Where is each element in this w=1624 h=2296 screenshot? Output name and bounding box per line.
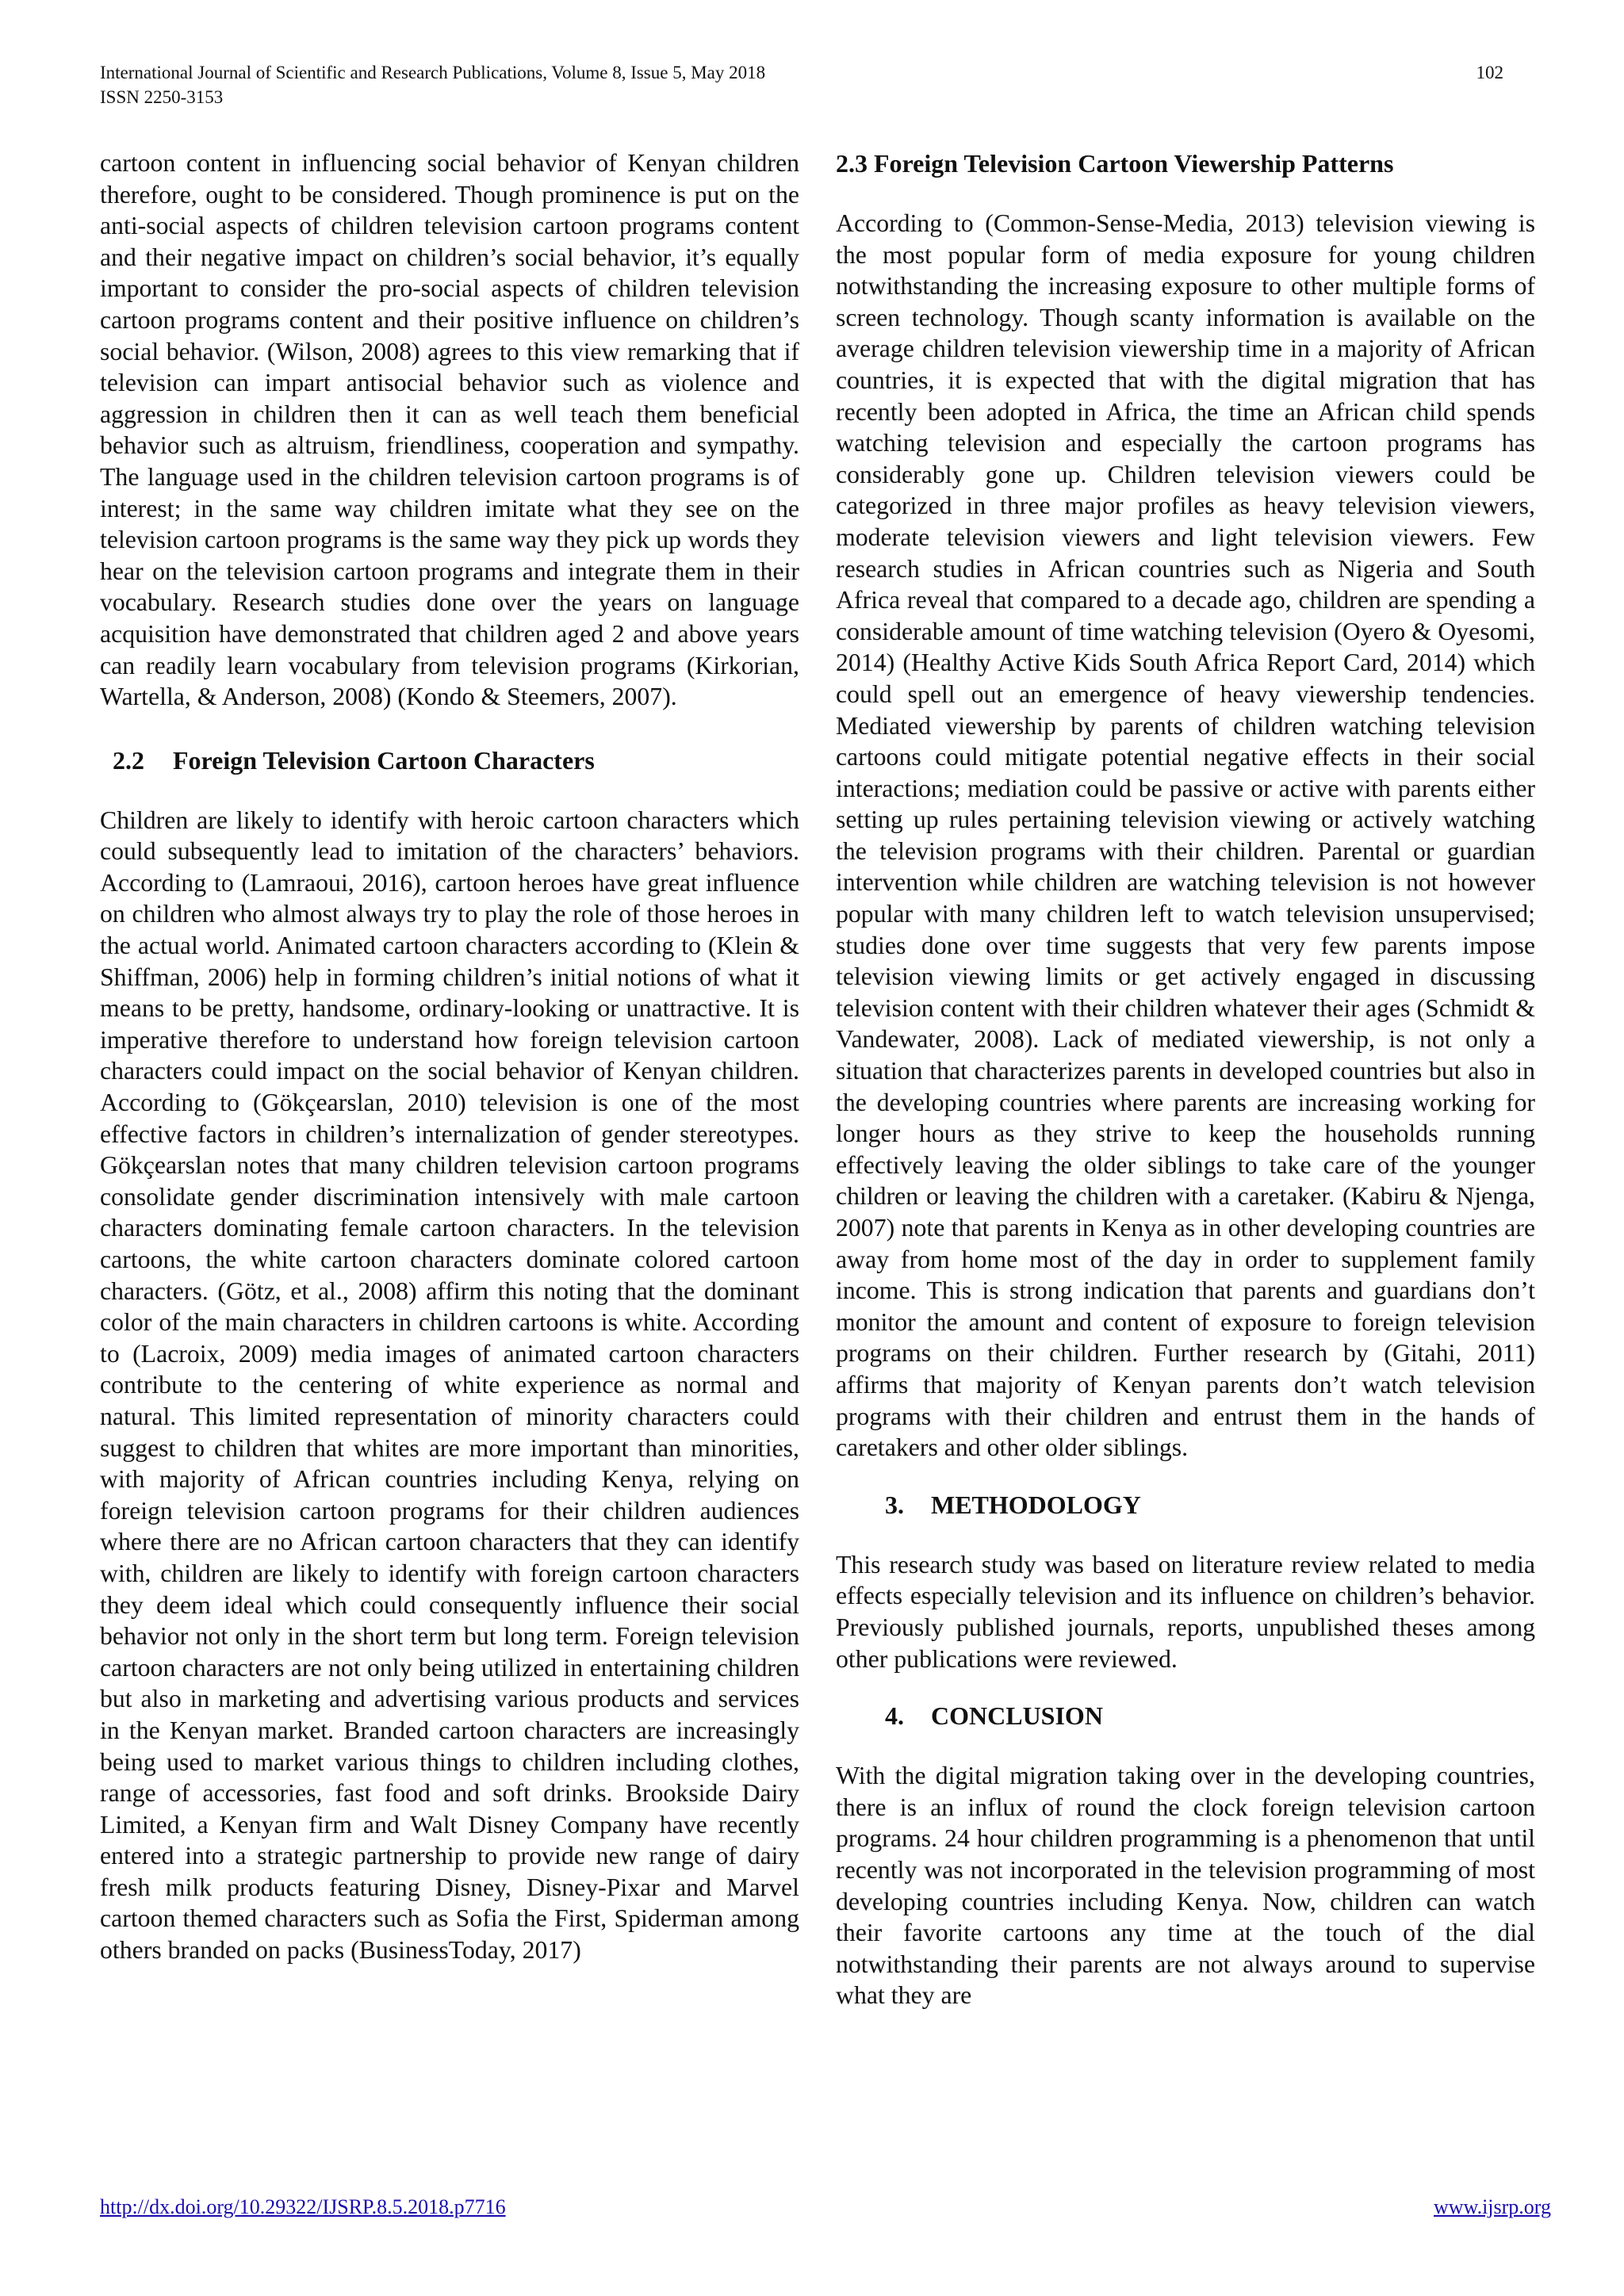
section-heading-2-3: 2.3 Foreign Television Cartoon Viewership Patterns [836,149,1394,178]
section-number: 2.2 [113,745,144,775]
paragraph-methodology: This research study was based on literature review related to media effects especially television and its influence on children’s behavior. Previously published journals, reports, unpublished theses among other publications were reviewed. [836,1550,1535,1673]
website-link[interactable]: www.ijsrp.org [1433,2195,1551,2218]
page-number: 102 [1476,63,1503,82]
issn: ISSN 2250-3153 [100,87,224,107]
section-title: METHODOLOGY [931,1490,1141,1519]
section-heading-conclusion [836,1700,1535,1732]
section-heading-2-2 [100,744,799,776]
section-heading-methodology [836,1489,1535,1521]
section-number: 4. [885,1701,904,1731]
journal-title: International Journal of Scientific and Research Publications, Volume 8, Issue 5, May 2018 [100,63,766,82]
left-column [100,147,799,1966]
paragraph-cartoon-content: cartoon content in influencing social behavior of Kenyan children therefore, ought to be considered. Though prominence is put on the anti-social aspects of children television cartoon programs content and their negative impact on children’s social behavior, it’s equally important to consider the pro-social aspects of children television cartoon programs content and their positive influence on children’s social behavior. (Wilson, 2008) agrees to this view remarking that if television can impart antisocial behavior such as violence and aggression in children then it can as well teach them beneficial behavior such as altruism, friendliness, cooperation and sympathy. The language used in the children television cartoon programs is of interest; in the same way children imitate what they see on the television cartoon programs is the same way they pick up words they hear on the television cartoon programs and integrate them in their vocabulary. Research studies done over the years on language acquisition have demonstrated that children aged 2 and above years can readily learn vocabulary from television programs (Kirkorian, Wartella, & Anderson, 2008) (Kondo & Steemers, 2007). [100,149,799,711]
paragraph-conclusion: With the digital migration taking over in the developing countries, there is an influx of round the clock foreign television cartoon programs. 24 hour children programming is a phenomenon that until recently was not incorporated in the television programming of most developing countries including Kenya. Now, children can watch their favorite cartoons any time at the touch of the dial notwithstanding their parents are not always around to supervise what they are [836,1762,1535,2010]
section-number: 3. [885,1490,904,1519]
right-column [836,147,1535,2011]
section-title: Foreign Television Cartoon Characters [173,745,595,775]
paragraph-viewership: According to (Common-Sense-Media, 2013) television viewing is the most popular form of media exposure for young children notwithstanding the increasing exposure to other multiple forms of screen technology. Though scanty information is available on the average children television viewership time in a majority of African countries, it is expected that with the digital migration that has recently been adopted in Africa, the time an African child spends watching television and especially the cartoon programs has considerably gone up. Children television viewers could be categorized in three major profiles as heavy television viewers, moderate television viewers and light television viewers. Few research studies in African countries such as Nigeria and South Africa reveal that compared to a decade ago, children are spending a considerable amount of time watching television (Oyero & Oyesomi, 2014) (Healthy Active Kids South Africa Report Card, 2014) which could spell out an emergence of heavy viewership tendencies. Mediated viewership by parents of children watching television cartoons could mitigate potential negative effects in their social interactions; mediation could be passive or active with parents either setting up rules pertaining television viewing or actively watching the television programs with their children. Parental or guardian intervention while children are watching television is not however popular with many children left to watch television unsupervised; studies done over time suggests that very few parents impose television viewing limits or get actively engaged in discussing television content with their children whatever their ages (Schmidt & Vandewater, 2008). Lack of mediated viewership, is not only a situation that characterizes parents in developed countries but also in the developing countries where parents are increasing working for longer hours as they strive to keep the households running effectively leaving the older siblings to take care of the younger children or leaving the children with a caretaker. (Kabiru & Njenga, 2007) note that parents in Kenya as in other developing countries are away from home most of the day in order to supplement family income. This is strong indication that parents and guardians don’t monitor the amount and content of exposure to foreign television programs on their children. Further research by (Gitahi, 2011) affirms that majority of Kenyan parents don’t watch television programs with their children and entrust them in the hands of caretakers and other older siblings. [836,209,1535,1462]
doi-link[interactable]: http://dx.doi.org/10.29322/IJSRP.8.5.2018.p7716 [100,2195,506,2218]
page-footer [100,2195,1551,2220]
paragraph-cartoon-characters: Children are likely to identify with heroic cartoon characters which could subsequently lead to imitation of the characters’ behaviors. According to (Lamraoui, 2016), cartoon heroes have great influence on children who almost always try to play the role of those heroes in the actual world. Animated cartoon characters according to (Klein & Shiffman, 2006) help in forming children’s initial notions of what it means to be pretty, handsome, ordinary-looking or unattractive. It is imperative therefore to understand how foreign television cartoon characters could impact on the social behavior of Kenyan children. According to (Gökçearslan, 2010) television is one of the most effective factors in children’s internalization of gender stereotypes. Gökçearslan notes that many children television cartoon programs consolidate gender discrimination intensively with male cartoon characters dominating female cartoon characters. In the television cartoons, the white cartoon characters dominate colored cartoon characters. (Götz, et al., 2008) affirm this noting that the dominant color of the main characters in children cartoons is white. According to (Lacroix, 2009) media images of animated cartoon characters contribute to the centering of white experience as normal and natural. This limited representation of minority characters could suggest to children that whites are more important than minorities, with majority of African countries including Kenya, relying on foreign television cartoon programs for their children audiences where there are no African cartoon characters that they can identify with, children are likely to identify with foreign cartoon characters they deem ideal which could consequently influence their social behavior not only in the short term but long term. Foreign television cartoon characters are not only being utilized in entertaining children but also in marketing and advertising various products and services in the Kenyan market. Branded cartoon characters are increasingly being used to market various things to children including clothes, range of accessories, fast food and soft drinks. Brookside Dairy Limited, a Kenyan firm and Walt Disney Company have recently entered into a strategic partnership to provide new range of dairy fresh milk products featuring Disney, Disney-Pixar and Marvel cartoon themed characters such as Sofia the First, Spiderman among others branded on packs (BusinessToday, 2017) [100,806,799,1965]
section-title: CONCLUSION [931,1701,1103,1731]
page-header [100,60,1503,109]
